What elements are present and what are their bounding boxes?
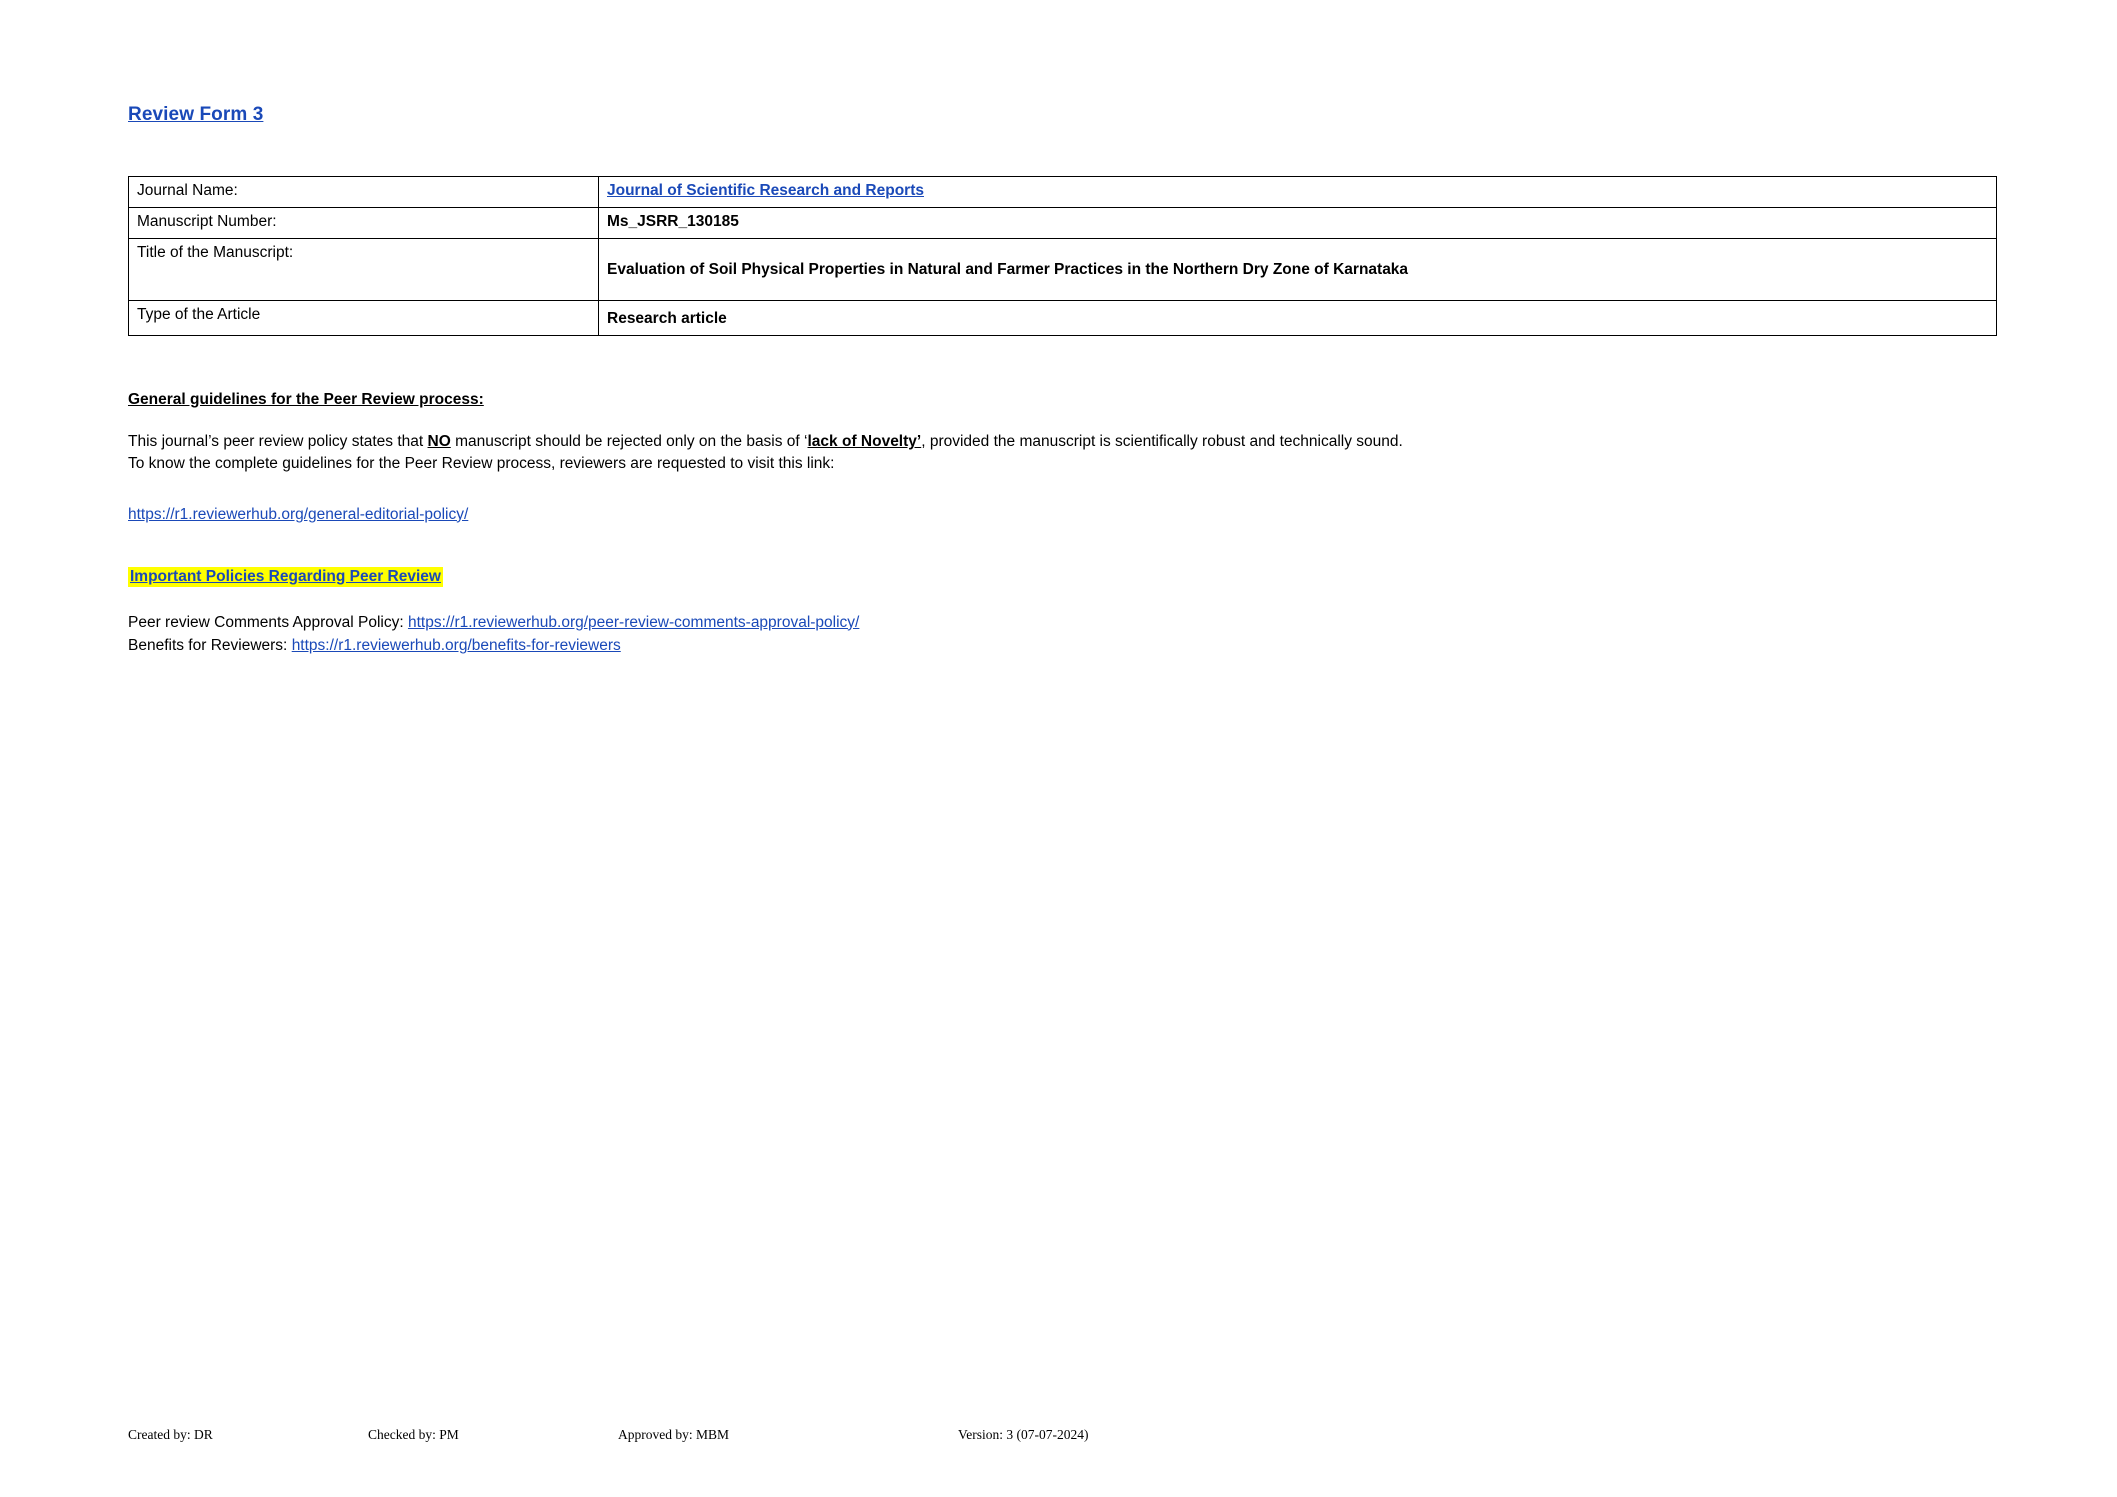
guidelines-text-part3: , provided the manuscript is scientifically robust and technically sound.	[921, 432, 1403, 450]
page-title: Review Form 3	[128, 104, 264, 125]
article-type-value	[599, 300, 1997, 335]
general-editorial-policy-link[interactable]: https://r1.reviewerhub.org/general-editorial-policy/	[128, 505, 469, 523]
comments-approval-policy-label: Peer review Comments Approval Policy:	[128, 613, 408, 631]
journal-name-value	[599, 177, 1997, 208]
policy-links-block	[128, 611, 1988, 658]
table-row	[129, 300, 1997, 335]
table-row	[129, 177, 1997, 208]
manuscript-meta-table	[128, 176, 1997, 336]
footer-checked-by: Checked by: PM	[368, 1427, 459, 1442]
manuscript-title-value	[599, 238, 1997, 300]
footer-version: Version: 3 (07-07-2024)	[958, 1427, 1089, 1442]
page-footer	[128, 1427, 1988, 1443]
manuscript-number-value	[599, 207, 1997, 238]
manuscript-title-label: Title of the Manuscript:	[129, 238, 599, 300]
journal-name-label: Journal Name:	[129, 177, 599, 208]
journal-name-link[interactable]: Journal of Scientific Research and Reports	[607, 182, 924, 199]
footer-approved-by: Approved by: MBM	[618, 1427, 729, 1442]
manuscript-number-text: Ms_JSRR_130185	[607, 212, 739, 230]
guidelines-paragraph	[128, 431, 1988, 476]
document-content	[128, 104, 1988, 657]
comments-approval-policy-link[interactable]: https://r1.reviewerhub.org/peer-review-comments-approval-policy/	[407, 613, 860, 631]
important-policies-section	[128, 524, 1988, 658]
guidelines-lack-of-novelty-emphasis: lack of Novelty’	[807, 432, 922, 450]
guidelines-text-part1: This journal’s peer review policy states that	[128, 432, 428, 450]
table-row	[129, 207, 1997, 238]
manuscript-title-text: Evaluation of Soil Physical Properties in Natural and Farmer Practices in the Northern Dry Zone of Karnataka	[607, 260, 1409, 278]
manuscript-number-label: Manuscript Number:	[129, 207, 599, 238]
article-type-text: Research article	[607, 309, 727, 327]
guidelines-text-line2: To know the complete guidelines for the Peer Review process, reviewers are requested to visit this link:	[128, 455, 835, 473]
general-guidelines-heading: General guidelines for the Peer Review process:	[128, 390, 484, 408]
guidelines-text-part2: manuscript should be rejected only on the basis of ‘	[450, 432, 808, 450]
important-policies-heading: Important Policies Regarding Peer Review	[130, 567, 441, 585]
guidelines-no-emphasis: NO	[427, 432, 451, 450]
table-row	[129, 238, 1997, 300]
general-guidelines-section	[128, 391, 1988, 524]
footer-created-by: Created by: DR	[128, 1427, 213, 1442]
benefits-for-reviewers-link[interactable]: https://r1.reviewerhub.org/benefits-for-reviewers	[291, 636, 621, 654]
article-type-label: Type of the Article	[129, 300, 599, 335]
benefits-for-reviewers-label: Benefits for Reviewers:	[128, 636, 292, 654]
editorial-policy-link-block	[128, 506, 1988, 524]
